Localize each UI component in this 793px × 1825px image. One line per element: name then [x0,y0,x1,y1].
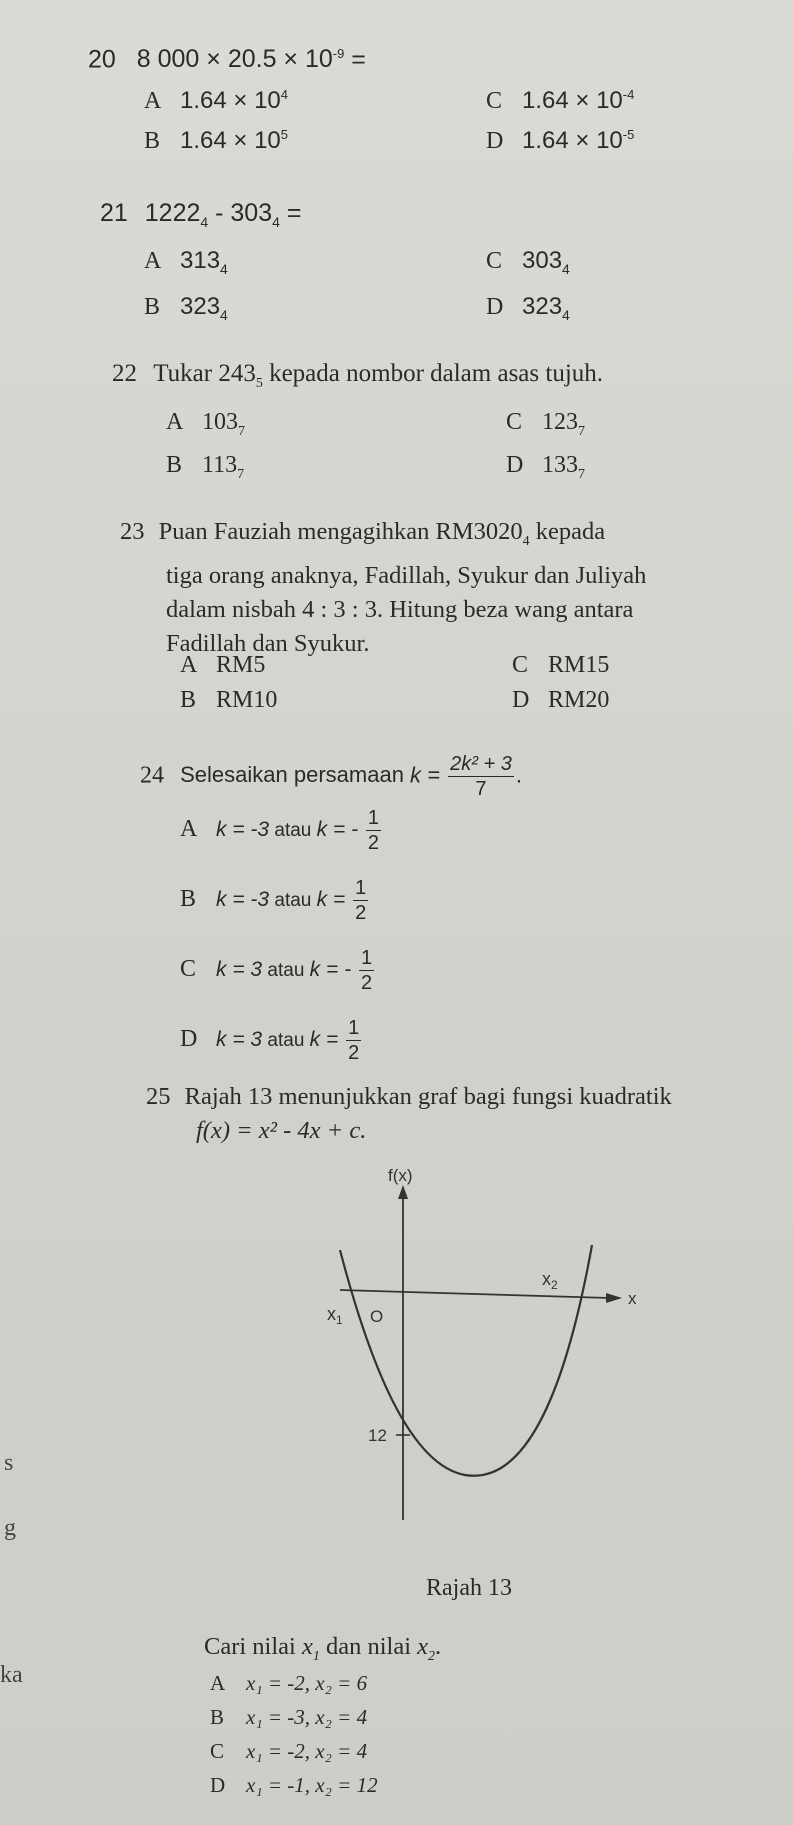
question-line: dalam nisbah 4 : 3 : 3. Hitung beza wang antara [166,595,634,623]
fraction-numerator: 2k² + 3 [450,753,512,775]
option-label: A [144,248,162,274]
option-label: D [486,128,504,154]
option-value: x₁ = -2, x₂ = 6 [246,1671,368,1695]
question-number: 20 [88,45,116,74]
option-label: C [210,1739,225,1763]
option-label: D [180,1026,198,1053]
option-fraction [346,1016,361,1065]
q25-option-d[interactable] [210,1770,378,1800]
option-label: D [486,294,504,320]
x-axis-label: x [628,1289,637,1308]
x-axis-arrow [606,1293,622,1303]
x-axis [340,1290,610,1298]
q22-option-d[interactable] [506,450,585,490]
question-text: Rajah 13 menunjukkan graf bagi fungsi kuadratik [184,1083,672,1110]
function-expression: f(x) = x² - 4x + c. [196,1117,367,1144]
question-20 [88,38,366,75]
option-value: 103 [202,409,238,435]
operand-b: 303 [230,199,273,227]
q25-option-b[interactable] [210,1702,367,1732]
question-21 [100,197,301,238]
option-value: 1.64 × 10 [522,87,623,114]
option-label: B [180,687,197,713]
option-connector: atau [262,960,310,982]
option-base: 4 [220,306,228,323]
question-number: 24 [140,762,164,789]
option-connector: atau [269,820,317,842]
option-exp: 5 [280,127,288,142]
quadratic-graph [310,1165,660,1530]
question-text: Cari nilai [204,1633,302,1660]
q20-option-c[interactable] [486,80,634,116]
q23-option-b[interactable] [180,685,277,715]
option-value: 323 [522,293,563,320]
y-axis-arrow [398,1185,408,1199]
fraction-denominator: 2 [355,902,367,924]
option-label: D [210,1773,226,1797]
fraction-numerator: 1 [355,877,367,899]
option-root-2: k = [316,888,352,912]
fraction-denominator: 2 [360,972,373,994]
question-number: 21 [100,199,128,227]
question-number: 23 [120,518,145,545]
origin-label: O [370,1307,384,1326]
option-value: RM15 [548,652,610,678]
option-label: A [210,1671,226,1695]
q21-option-a[interactable] [144,246,228,284]
x2-label [542,1269,558,1292]
margin-mark: s [4,1450,14,1476]
question-text-end: . [435,1633,442,1660]
fraction-denominator: 2 [348,1042,360,1064]
q22-option-a[interactable] [166,407,245,447]
option-value: x₁ = -3, x₂ = 4 [246,1705,368,1729]
question-number: 22 [112,360,137,387]
q20-option-b[interactable] [144,120,288,156]
option-label: A [180,652,198,678]
q21-option-b[interactable] [144,292,228,330]
option-value: 1.64 × 10 [180,87,281,114]
question-line: tiga orang anaknya, Fadillah, Syukur dan Juliyah [166,561,647,589]
q21-option-d[interactable] [486,292,570,330]
question-text: Puan Fauziah mengagihkan RM3020 [158,518,523,545]
figure-caption: Rajah 13 [426,1575,512,1601]
stem-tail: = [279,199,302,227]
stem-tail: = [344,45,366,74]
question-24 [140,752,522,801]
equation-lhs: k = [410,762,447,788]
question-stem: 8 000 × 20.5 × 10 [136,45,333,74]
option-label: C [486,248,503,274]
question-text-tail: kepada [529,518,606,545]
option-label: A [180,816,198,843]
text-base: 5 [255,376,263,391]
q24-option-a[interactable] [180,806,383,855]
option-value: 1.64 × 10 [522,127,623,154]
option-root-2: k = [309,1028,345,1052]
option-root-1: k = 3 [216,1028,263,1052]
option-base: 7 [237,466,245,482]
option-base: 4 [220,260,228,277]
option-base: 7 [238,423,245,439]
x2-sub: 2 [551,1278,558,1292]
operator: - [208,199,231,227]
option-exp: -5 [622,127,635,142]
q20-option-a[interactable] [144,80,288,116]
q20-option-d[interactable] [486,120,634,156]
margin-mark: ka [0,1662,23,1688]
option-label: C [506,409,523,435]
option-base: 4 [562,260,570,277]
option-root-2: k = - [316,818,364,842]
option-label: D [512,687,530,713]
option-root-1: k = -3 [216,818,270,842]
equation-fraction [448,752,514,801]
q24-option-d[interactable] [180,1016,363,1065]
option-label: A [166,409,184,435]
question-text-tail: kepada nombor dalam asas tujuh. [262,360,604,387]
option-label: C [180,956,197,983]
x1-label [327,1304,343,1327]
q23-option-a[interactable] [180,650,265,680]
operand-b-base: 4 [272,214,280,230]
q21-option-c[interactable] [486,246,570,284]
option-label: B [144,128,161,154]
option-fraction [353,876,368,925]
option-root-2: k = - [309,958,357,982]
q25-question: Cari nilai $x_1$ dan nilai $x_2$. [204,1633,442,1664]
question-25 [146,1080,786,1148]
option-label: C [486,88,503,114]
operand-a: 1222 [144,199,201,227]
option-base: 4 [562,306,570,323]
fraction-numerator: 1 [360,947,373,969]
option-value: 303 [522,247,563,274]
option-connector: atau [262,1030,310,1052]
y-intercept-label: 12 [368,1426,387,1445]
option-value: 123 [542,409,578,435]
x1-var: x [327,1304,336,1324]
option-fraction [366,806,381,855]
option-value: x₁ = -2, x₂ = 4 [246,1739,368,1763]
x2-var: x [542,1269,551,1289]
option-value: RM20 [548,687,610,713]
option-label: A [144,88,162,114]
fraction-numerator: 1 [367,807,380,829]
option-value: RM5 [216,652,266,678]
text-base: 4 [522,533,530,549]
option-label: B [180,886,197,913]
option-base: 7 [578,466,585,482]
option-base: 7 [578,423,585,439]
question-22 [112,358,603,400]
fraction-numerator: 1 [348,1017,360,1039]
q23-option-c[interactable] [512,650,609,680]
option-exp: 4 [280,87,288,102]
y-axis-label: f(x) [388,1166,413,1185]
option-value: x₁ = -1, x₂ = 12 [246,1773,378,1797]
option-label: B [210,1705,225,1729]
option-label: B [144,294,161,320]
option-value: 313 [180,247,221,274]
option-fraction [359,946,374,995]
fraction-denominator: 2 [367,832,380,854]
option-connector: atau [269,890,317,912]
option-root-1: k = 3 [216,958,263,982]
question-text: Tukar 243 [153,360,256,387]
q25-option-a[interactable] [210,1668,367,1698]
option-value: 323 [180,293,221,320]
question-text: Selesaikan persamaan [180,762,411,788]
option-label: D [506,452,524,478]
option-value: 1.64 × 10 [180,127,281,154]
option-value: 133 [542,452,578,478]
option-label: C [512,652,529,678]
option-exp: -4 [622,87,635,102]
option-value: RM10 [216,687,278,713]
q25-option-c[interactable] [210,1736,367,1766]
fraction-denominator: 7 [475,778,487,800]
q24-option-b[interactable] [180,876,370,925]
option-value: 113 [202,452,238,478]
margin-mark: g [4,1515,16,1541]
question-line: Fadillah dan Syukur. [166,629,370,657]
question-text-mid: dan nilai [319,1633,418,1660]
equation-end: . [515,762,522,788]
stem-exponent: -9 [332,46,345,61]
question-23 [120,515,780,661]
x1-sub: 1 [336,1313,343,1327]
q24-option-c[interactable] [180,946,376,995]
q23-option-d[interactable] [512,685,609,715]
option-root-1: k = -3 [216,888,270,912]
option-label: B [166,452,183,478]
q22-option-b[interactable] [166,450,244,490]
question-number: 25 [146,1083,171,1110]
q22-option-c[interactable] [506,407,585,447]
operand-a-base: 4 [200,214,209,230]
